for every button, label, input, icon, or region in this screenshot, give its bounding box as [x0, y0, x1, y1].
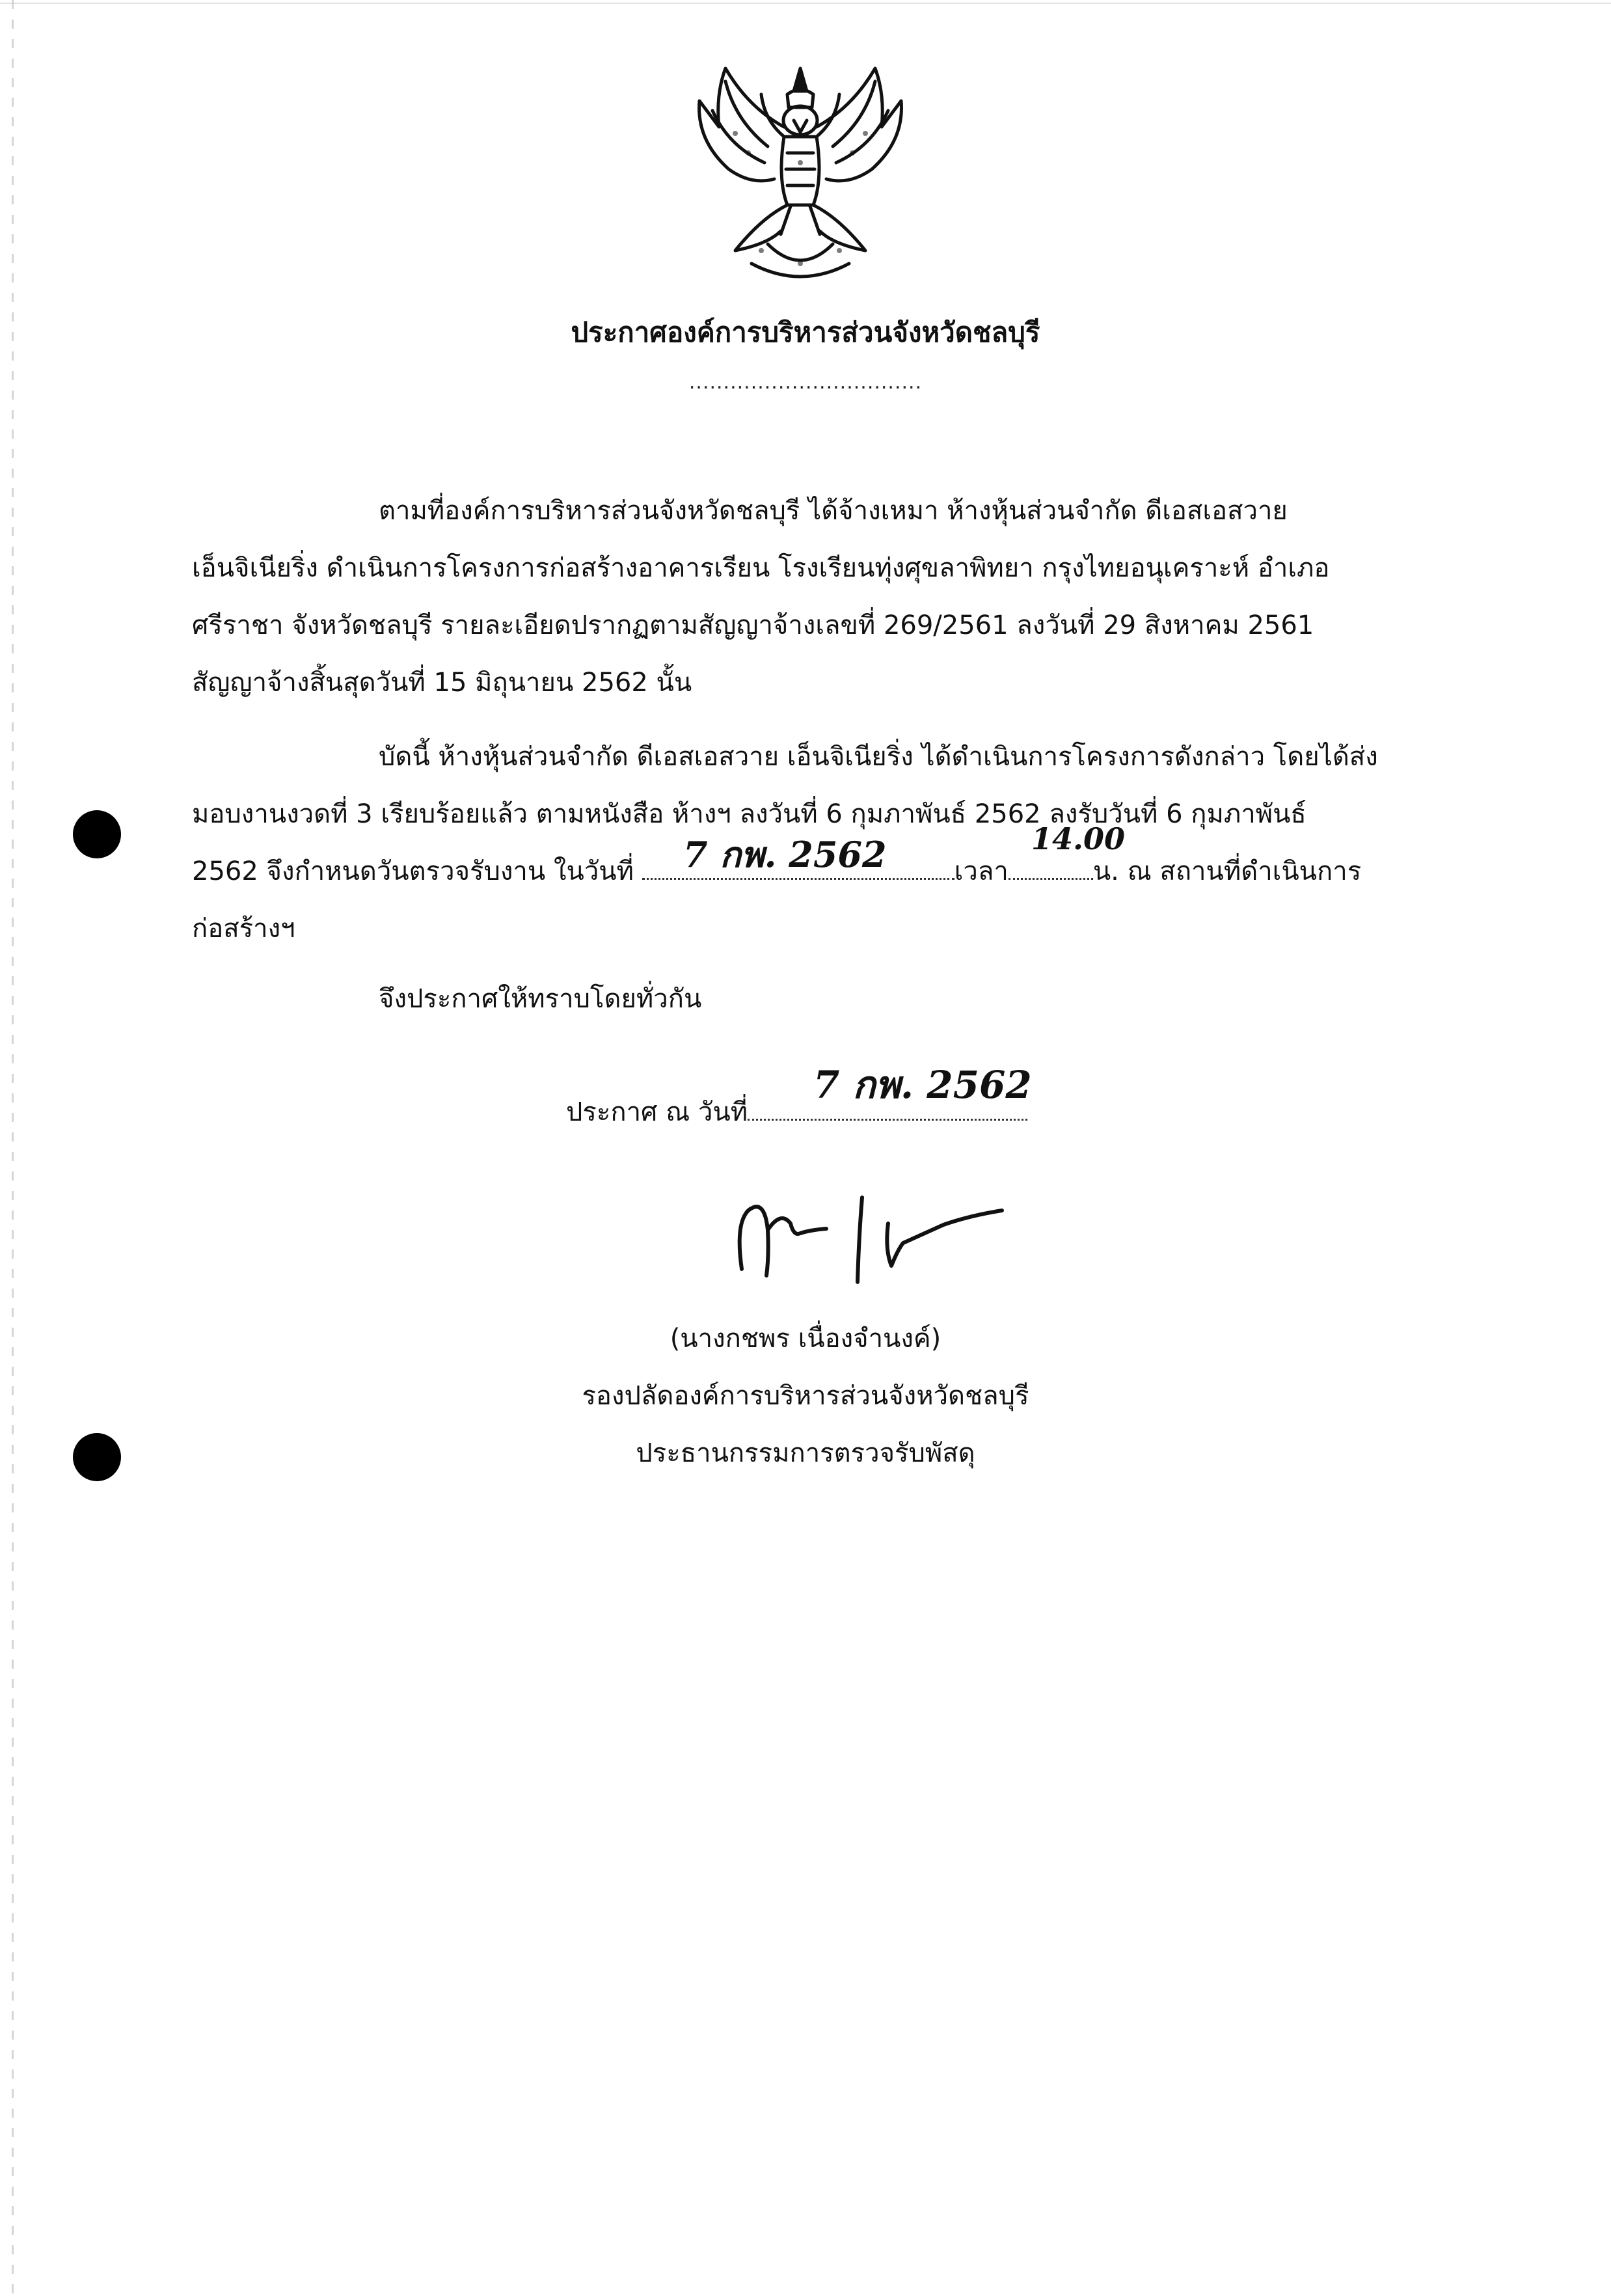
- paragraph1-line2: เอ็นจิเนียริ่ง ดำเนินการโครงการก่อสร้างอาคารเรียน โรงเรียนทุ่งศุขลาพิทยา กรุงไทยอนุเคราะห์ อำเภอ: [192, 553, 1330, 583]
- handwritten-inspection-date: 7 กพ. 2562: [683, 834, 887, 875]
- announce-date-prefix: ประกาศ ณ วันที่: [566, 1097, 748, 1127]
- punch-hole-upper: [73, 810, 121, 858]
- paragraph2-line4: ก่อสร้างฯ: [192, 914, 295, 944]
- paragraph2-line1: บัดนี้ ห้างหุ้นส่วนจำกัด ดีเอสเอสวาย เอ็นจิเนียริ่ง ได้ดำเนินการโครงการดังกล่าว โดยได้ส่ง: [379, 742, 1378, 772]
- document-title: ประกาศองค์การบริหารส่วนจังหวัดชลบุรี: [571, 316, 1040, 348]
- signature-icon: [729, 1184, 1015, 1289]
- paragraph1-line3: ศรีราชา จังหวัดชลบุรี รายละเอียดปรากฏตามสัญญาจ้างเลขที่ 269/2561 ลงวันที่ 29 สิงหาคม 2561: [192, 610, 1314, 640]
- handwritten-inspection-time: 14.00: [1031, 821, 1126, 856]
- time-label: เวลา: [954, 856, 1009, 886]
- signer-name: (นางกชพร เนื่องจำนงค์): [670, 1324, 941, 1354]
- handwritten-announce-date: 7 กพ. 2562: [813, 1063, 1032, 1107]
- paragraph1-line4: สัญญาจ้างสิ้นสุดวันที่ 15 มิถุนายน 2562 นั้น: [192, 668, 692, 698]
- time-suffix: น. ณ สถานที่ดำเนินการ: [1092, 856, 1362, 886]
- inspection-date-prefix: 2562 จึงกำหนดวันตรวจรับงาน ในวันที่: [192, 856, 634, 886]
- paragraph1-line1: ตามที่องค์การบริหารส่วนจังหวัดชลบุรี ได้จ้างเหมา ห้างหุ้นส่วนจำกัด ดีเอสเอสวาย: [379, 496, 1288, 526]
- closing-statement: จึงประกาศให้ทราบโดยทั่วกัน: [379, 984, 702, 1014]
- signer-role: ประธานกรรมการตรวจรับพัสดุ: [636, 1438, 975, 1468]
- inspection-time-blank: [1009, 858, 1093, 880]
- title-dotted-rule: ..................................: [688, 371, 923, 394]
- paragraph2-line2: มอบงานงวดที่ 3 เรียบร้อยแล้ว ตามหนังสือ ห้างฯ ลงวันที่ 6 กุมภาพันธ์ 2562 ลงรับวันที่ 6 กุมภาพันธ์: [192, 799, 1306, 829]
- signer-position: รองปลัดองค์การบริหารส่วนจังหวัดชลบุรี: [582, 1381, 1029, 1411]
- scan-top-edge: [0, 3, 1611, 4]
- garuda-emblem-icon: [690, 55, 911, 290]
